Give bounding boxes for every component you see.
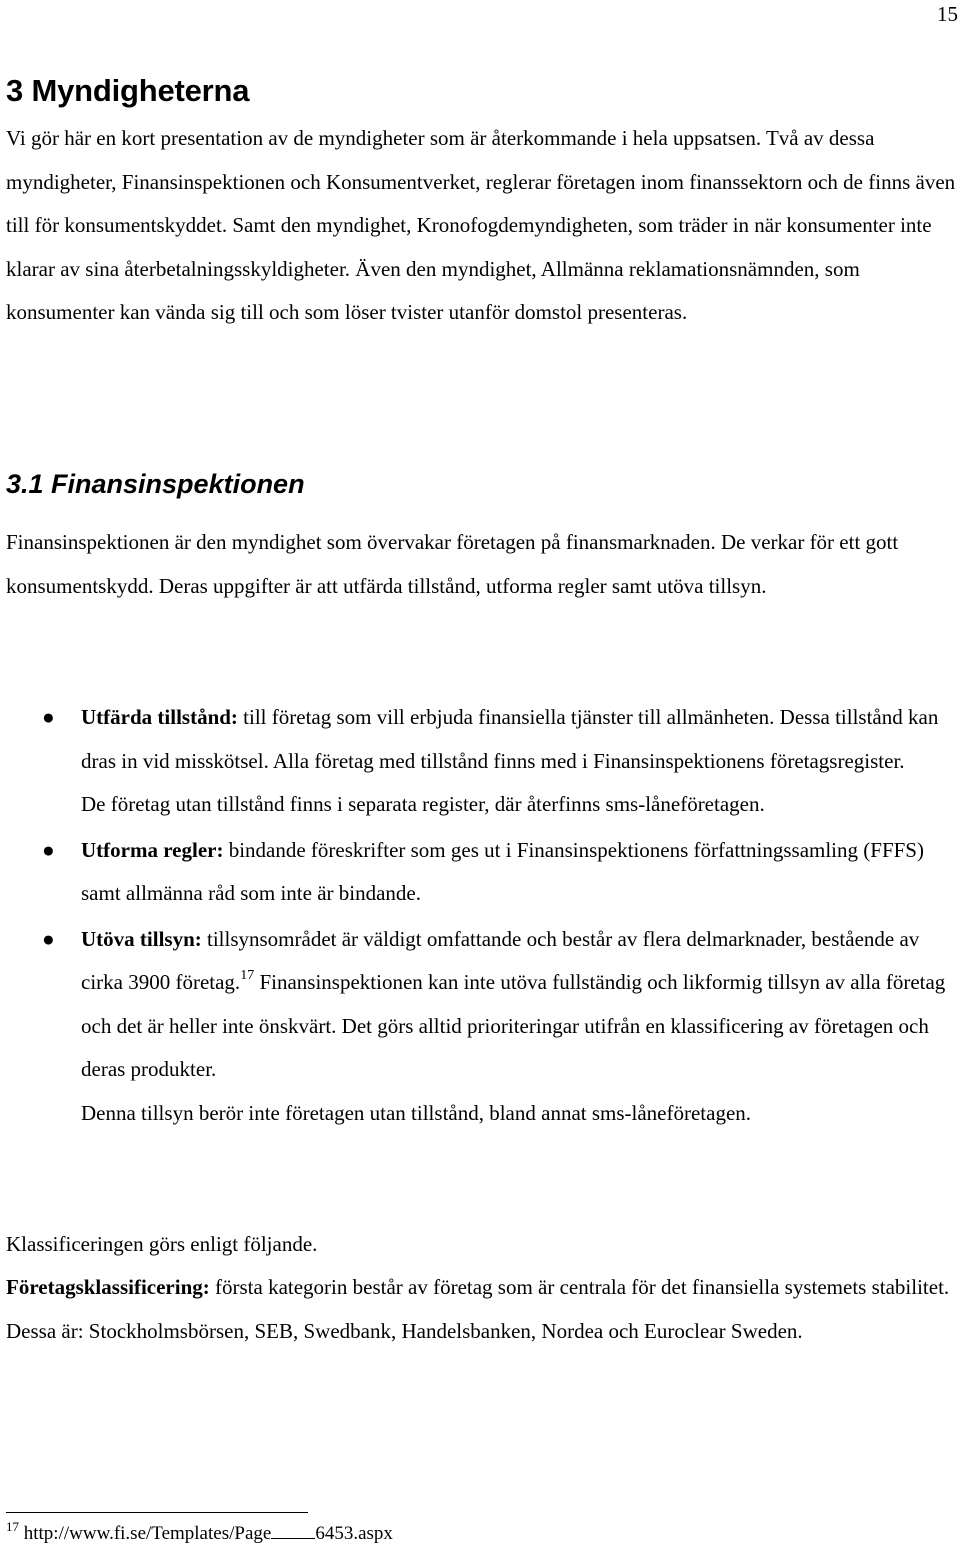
classification-intro: Klassificeringen görs enligt följande. xyxy=(6,1232,318,1256)
page-number: 15 xyxy=(937,2,958,26)
classification-text: första kategorin består av företag som är centrala för det finansiella systemets stabilitet. Dessa är: Stockholmsbörsen, SEB, Swedbank, Handelsbanken, Nordea och Euroclear Sweden. xyxy=(6,1275,950,1343)
bullet-extra: De företag utan tillstånd finns i separata register, där återfinns sms-låneföretagen. xyxy=(81,792,765,817)
bullet-icon: ● xyxy=(42,837,55,862)
footnote-divider xyxy=(6,1512,308,1513)
bullet-text-after: Finansinspektionen kan inte utöva fullständig och likformig tillsyn av alla företag och det är heller inte önskvärt. Det görs alltid prioriteringar utifrån en klassificering av företagen och deras produkter. xyxy=(81,970,946,1082)
footnote-number: 17 xyxy=(6,1519,19,1534)
list-item-supervision xyxy=(0,918,956,1136)
bullet-term: Utfärda tillstånd: xyxy=(81,705,238,729)
bullet-text: bindande föreskrifter som ges ut i Finansinspektionens författningssamling (FFFS) samt allmänna råd som inte är bindande. xyxy=(81,837,924,906)
bullet-icon: ● xyxy=(42,926,55,951)
footnote-link[interactable] xyxy=(24,1523,393,1544)
section-intro-paragraph: Vi gör här en kort presentation av de myndigheter som är återkommande i hela uppsatsen. Två av dessa myndigheter, Finansinspektionen och Konsumentverket, reglerar företagen inom finanssektorn och de finns även till för konsumentskyddet. Samt den myndighet, Kronofogdemyndigheten, som träder in när konsumenter inte klarar av sina återbetalningsskyldigheter. Även den myndighet, Allmänna reklamationsnämnden, som konsumenter kan vända sig till och som löser tvister utanför domstol presenteras. xyxy=(6,126,956,325)
footnote-reference[interactable]: 17 xyxy=(240,968,255,984)
subsection-intro-paragraph: Finansinspektionen är den myndighet som övervakar företagen på finansmarknaden. De verkar för ett gott konsumentskydd. Deras uppgifter är att utfärda tillstånd, utforma regler samt utöva tillsyn. xyxy=(6,530,899,598)
bullet-text-before: tillsynsområdet är väldigt omfattande och består av flera delmarknader, bestående av cirka 3900 företag. xyxy=(81,926,920,995)
classification-paragraph xyxy=(6,1266,956,1353)
bullet-text: till företag som vill erbjuda finansiella tjänster till allmänheten. Dessa tillstånd kan dras in vid misskötsel. Alla företag med tillstånd finns med i Finansinspektionens företagsregister. xyxy=(81,705,939,773)
classification-term: Företagsklassificering: xyxy=(6,1275,210,1299)
list-item-permits xyxy=(0,696,956,827)
list-item-rules xyxy=(0,829,956,916)
url-underscore-gap xyxy=(271,1523,315,1539)
bullet-term: Utöva tillsyn: xyxy=(81,926,202,951)
section-heading: 3 Myndigheterna xyxy=(6,73,250,108)
footnote xyxy=(6,1519,393,1546)
bullet-term: Utforma regler: xyxy=(81,837,224,862)
footnote-url-part2[interactable]: 6453.aspx xyxy=(315,1523,393,1544)
task-list xyxy=(0,696,960,1137)
footnote-url-part1[interactable]: http://www.fi.se/Templates/Page xyxy=(23,1523,272,1544)
subsection-heading: 3.1 Finansinspektionen xyxy=(6,469,305,499)
bullet-icon: ● xyxy=(42,705,55,729)
bullet-extra: Denna tillsyn berör inte företagen utan tillstånd, bland annat sms-låneföretagen. xyxy=(81,1100,752,1125)
